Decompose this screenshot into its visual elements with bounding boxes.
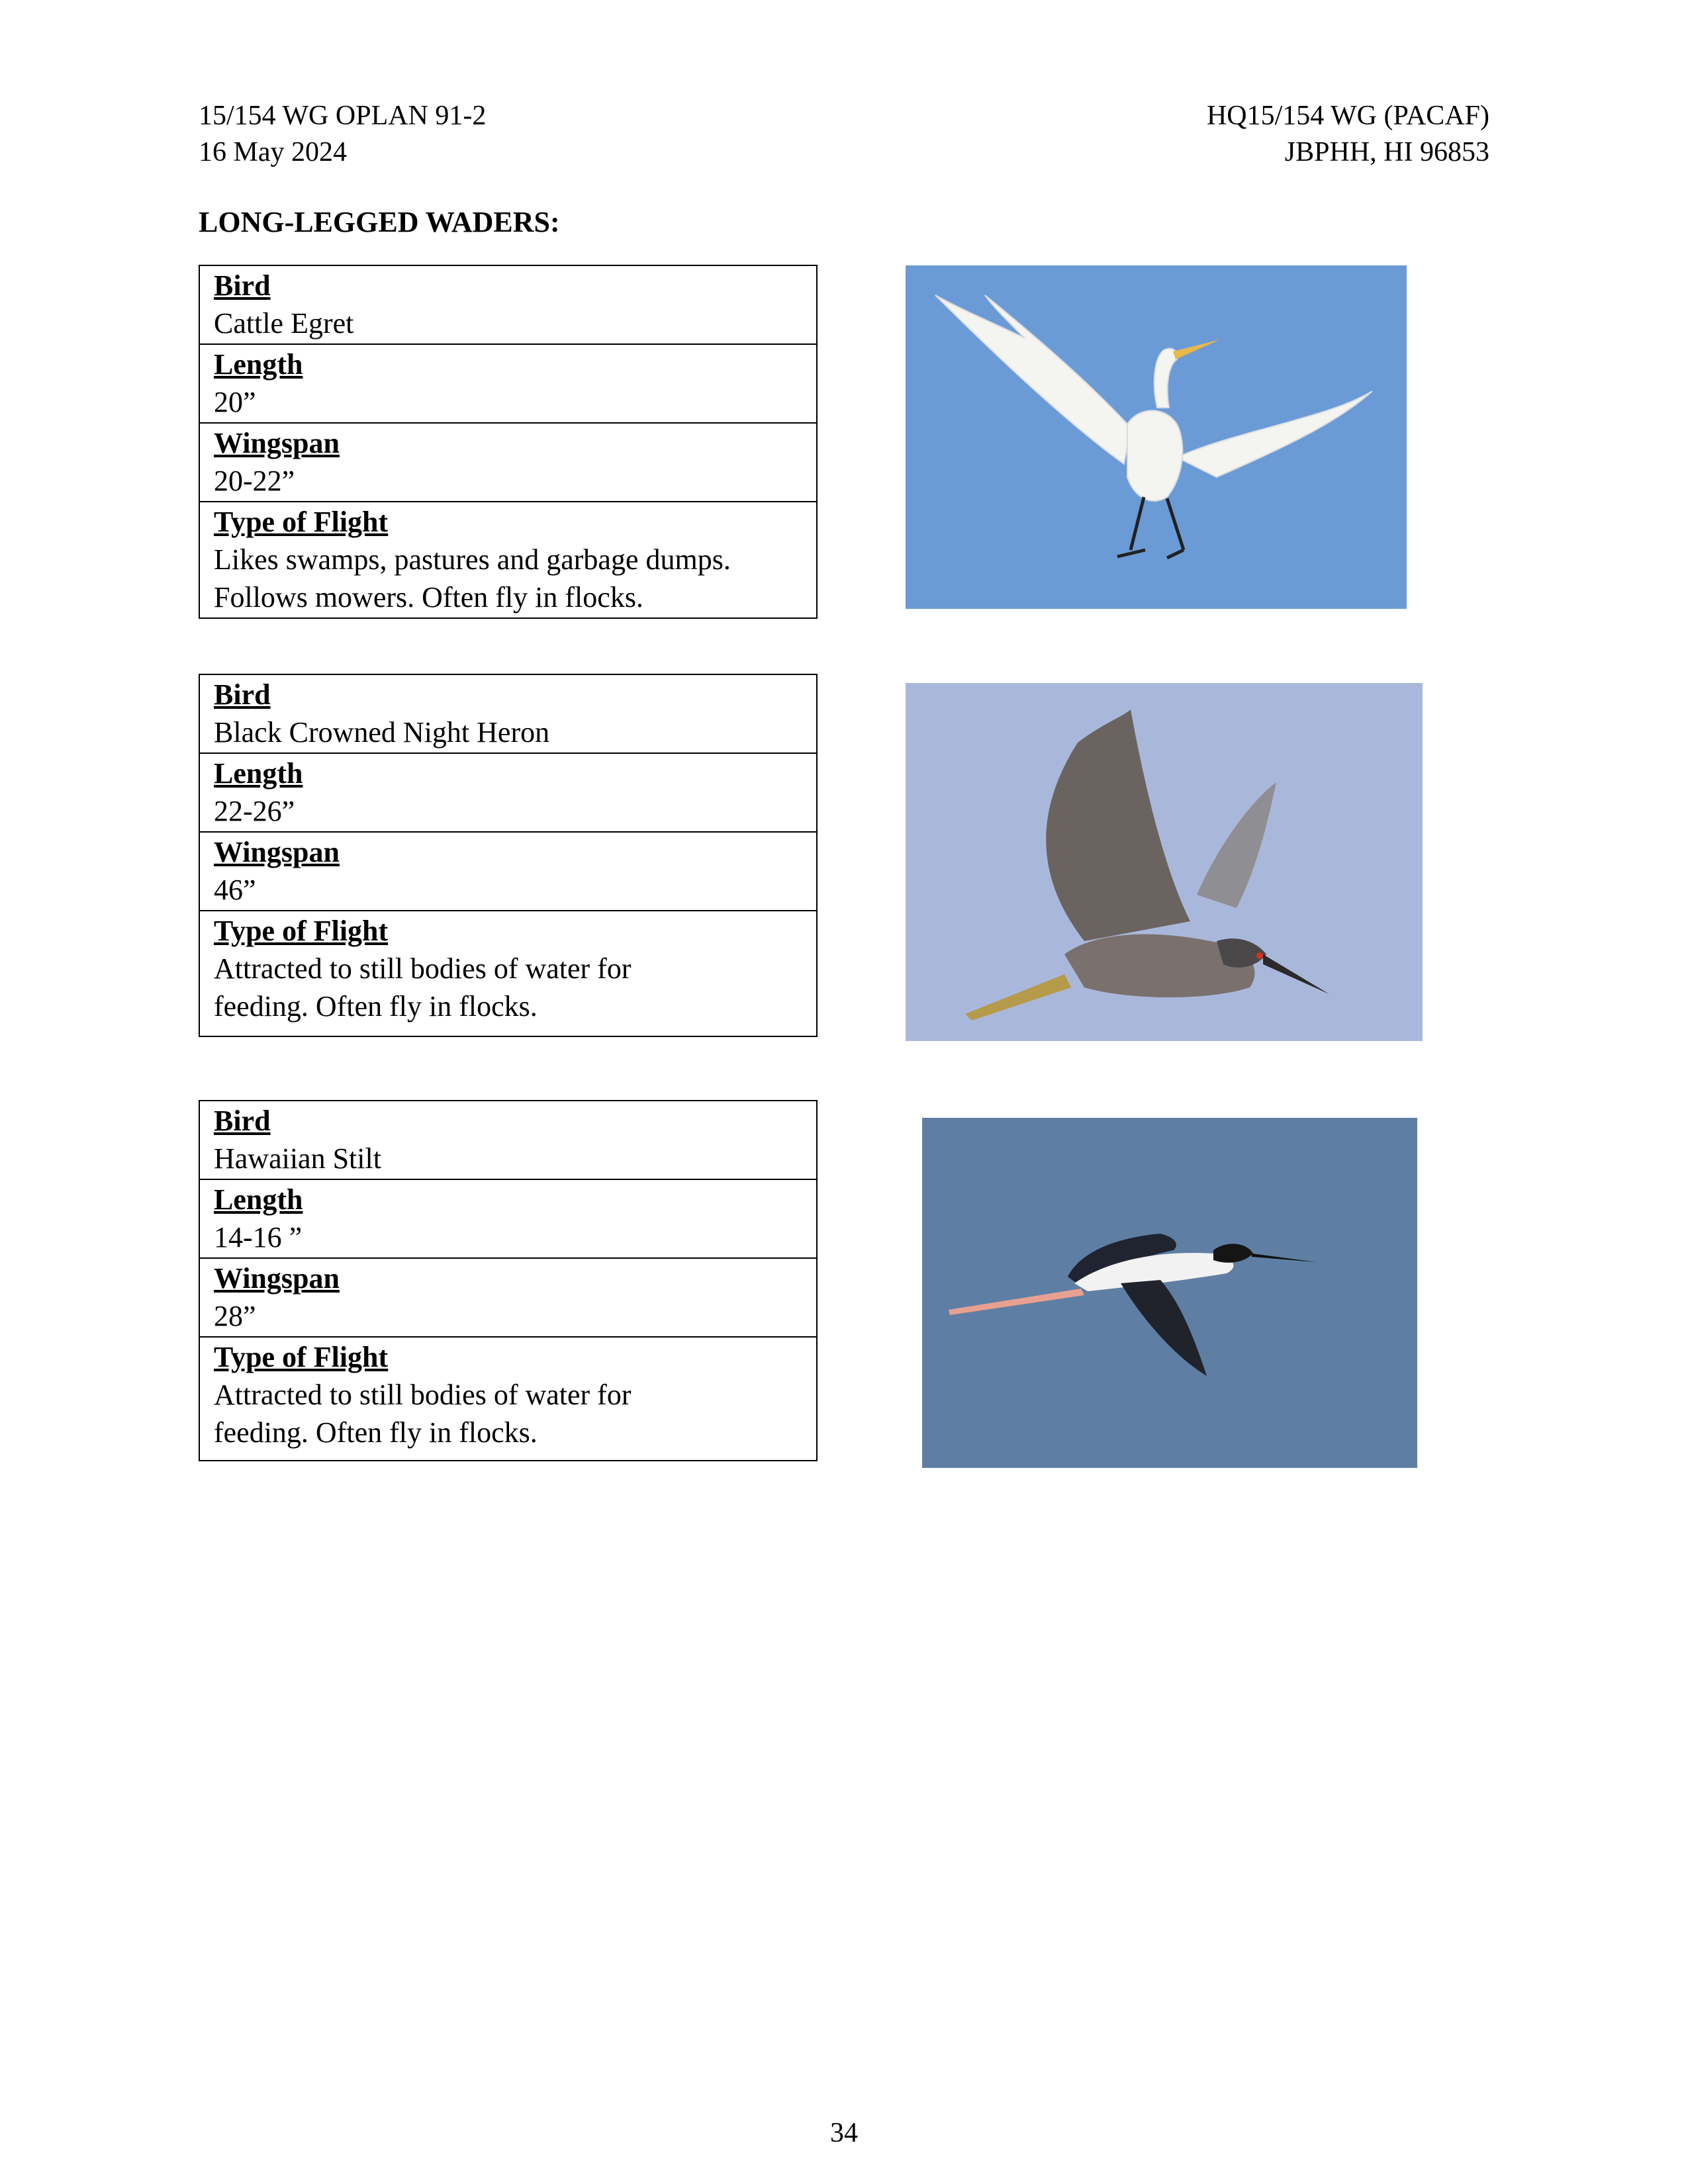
bird-cell [199, 1101, 817, 1179]
length-value: 20” [214, 386, 256, 418]
flight-description-line: Likes swamps, pastures and garbage dumps. [214, 543, 731, 576]
wingspan-cell [199, 423, 817, 502]
organization: HQ15/154 WG (PACAF) [1206, 101, 1489, 131]
wingspan-cell [199, 1258, 817, 1337]
bird-card-hawaiian-stilt [199, 1100, 818, 1461]
length-label: Length [214, 348, 303, 381]
bird-name: Black Crowned Night Heron [214, 716, 550, 749]
wingspan-value: 46” [214, 874, 256, 906]
flight-cell [199, 1337, 817, 1461]
length-cell [199, 1179, 817, 1258]
wingspan-label: Wingspan [214, 1262, 340, 1295]
length-label: Length [214, 1183, 303, 1216]
wingspan-cell [199, 832, 817, 911]
flight-cell [199, 911, 817, 1036]
document-id: 15/154 WG OPLAN 91-2 [199, 101, 487, 131]
flight-label: Type of Flight [214, 1341, 389, 1373]
wingspan-value: 20-22” [214, 465, 295, 497]
length-cell [199, 753, 817, 832]
wingspan-label: Wingspan [214, 836, 340, 868]
header-left [199, 98, 486, 171]
cattle-egret-photo [906, 265, 1407, 609]
wingspan-value: 28” [214, 1300, 256, 1332]
bird-card-cattle-egret [199, 265, 818, 619]
flight-label: Type of Flight [214, 506, 389, 538]
wingspan-label: Wingspan [214, 427, 340, 459]
flight-description-line: Attracted to still bodies of water for [214, 952, 632, 985]
bird-name: Hawaiian Stilt [214, 1142, 381, 1175]
bird-cell [199, 265, 817, 344]
hawaiian-stilt-photo [922, 1118, 1417, 1468]
header-right [1207, 98, 1489, 171]
length-label: Length [214, 757, 303, 790]
flight-description-line: feeding. Often fly in flocks. [214, 990, 538, 1023]
bird-cell [199, 674, 817, 753]
page-number: 34 [830, 2118, 858, 2148]
flight-description-line: feeding. Often fly in flocks. [214, 1416, 538, 1449]
section-title: LONG-LEGGED WADERS: [199, 206, 560, 238]
document-date: 16 May 2024 [199, 137, 347, 167]
flight-cell [199, 502, 817, 618]
flight-label: Type of Flight [214, 915, 389, 947]
bird-label: Bird [214, 269, 271, 302]
flight-description-line: Follows mowers. Often fly in flocks. [214, 581, 643, 614]
bird-label: Bird [214, 1105, 271, 1137]
length-value: 22-26” [214, 795, 295, 827]
location: JBPHH, HI 96853 [1284, 137, 1489, 167]
bird-name: Cattle Egret [214, 307, 354, 340]
length-cell [199, 344, 817, 423]
length-value: 14-16 ” [214, 1221, 303, 1253]
bird-label: Bird [214, 678, 271, 711]
flight-description-line: Attracted to still bodies of water for [214, 1379, 632, 1411]
bird-card-night-heron [199, 674, 818, 1037]
night-heron-photo [906, 683, 1423, 1041]
